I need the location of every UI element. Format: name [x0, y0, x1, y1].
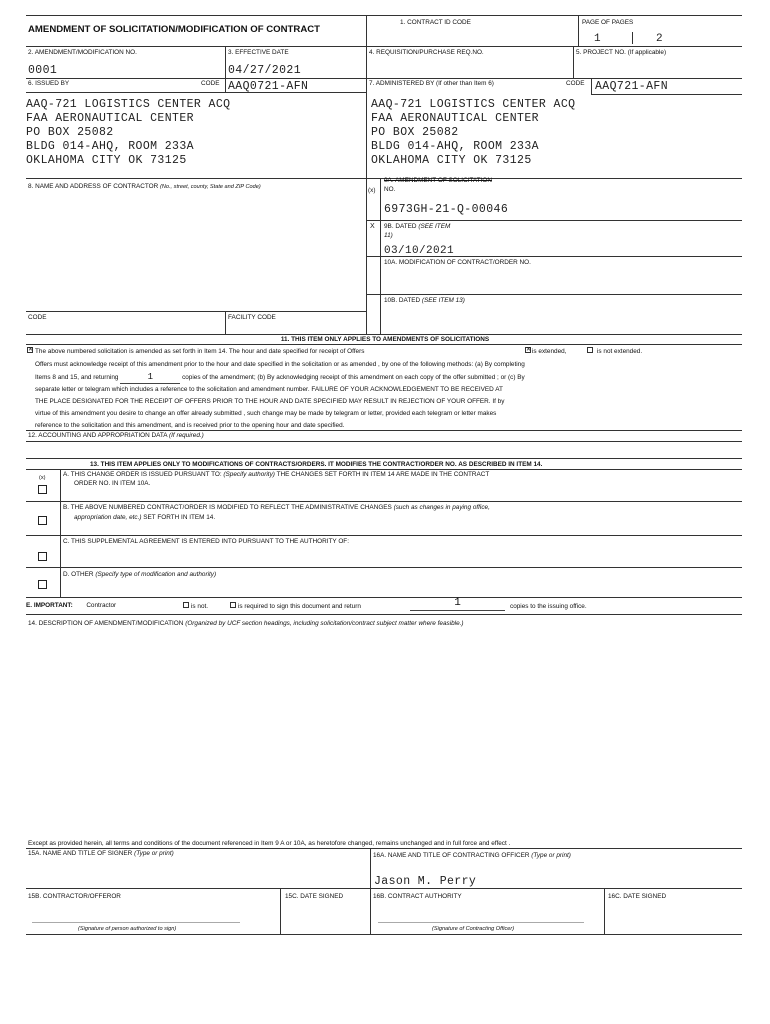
item-11-line-1: The above numbered solicitation is amended as set forth in Item 14. The hour and date specified for receipt of Offers — [35, 348, 365, 355]
item-15b-label: 15B. CONTRACTOR/OFFEROR — [28, 893, 121, 900]
page-label: PAGE OF PAGES — [582, 19, 634, 26]
form-title: AMENDMENT OF SOLICITATION/MODIFICATION OF CONTRACT — [28, 24, 321, 35]
item-10b-label: 10B. DATED (SEE ITEM 13) — [384, 297, 465, 304]
effective-date-label: 3. EFFECTIVE DATE — [228, 49, 289, 56]
requisition-no-label: 4. REQUISITION/PURCHASE REQ.NO. — [369, 49, 484, 56]
is-not-checkbox[interactable] — [183, 602, 189, 608]
item-10a-label: 10A. MODIFICATION OF CONTRACT/ORDER NO. — [384, 259, 531, 266]
item-13d-line: D. OTHER (Specify type of modification and authority) — [63, 571, 217, 578]
item-13a-line-2: ORDER NO. IN ITEM 10A. — [74, 480, 151, 487]
item-11-line-5: THE PLACE DESIGNATED FOR THE RECEIPT OF OFFERS PRIOR TO THE HOUR AND DATE SPECIFIED MAY RESULT IN REJECTION OF YOUR OFFER. If by — [35, 398, 505, 405]
not-extended-label: is not extended. — [597, 348, 643, 355]
item-12-label: 12. ACCOUNTING AND APPROPRIATION DATA (If required.) — [28, 432, 204, 439]
item-13d-checkbox[interactable] — [38, 580, 47, 589]
project-no-label: 5. PROJECT NO. (If applicable) — [576, 49, 667, 56]
extended-checkbox[interactable]: ✕ — [526, 347, 532, 353]
item-11-line-6: virtue of this amendment you desire to change an offer already submitted , such change may be made by telegram or letter, provided each telegram or letter makes — [35, 410, 497, 417]
item-16c-label: 16C. DATE SIGNED — [608, 893, 667, 900]
item-11-line-3: Items 8 and 15, and returning 1 copies of the amendment; (b) By acknowledging receipt of this amendment on each copy of the offer submitted ; or (c) By — [35, 372, 525, 382]
pages-value: 2 — [656, 33, 664, 45]
issued-by-label: 6. ISSUED BY — [28, 80, 70, 87]
item-9a-label: 9A. AMENDMENT OF SOLICITATION NO. — [384, 177, 492, 193]
item-16b-label: 16B. CONTRACT AUTHORITY — [373, 893, 462, 900]
sig-person-label: (Signature of person authorized to sign) — [78, 926, 177, 932]
item-13-x-label: (x) — [39, 475, 46, 481]
sig-officer-label: (Signature of Contracting Officer) — [432, 926, 515, 932]
important-tail: copies to the issuing office. — [510, 603, 587, 610]
item-11-line-7: reference to the solicitation and this amendment, and is received prior to the opening hour and date specified. — [35, 422, 345, 429]
facility-code-label: FACILITY CODE — [228, 314, 276, 321]
administered-by-label: 7. ADMINISTERED BY (If other than Item 6) — [369, 80, 494, 87]
item-13b-line-1: B. THE ABOVE NUMBERED CONTRACT/ORDER IS MODIFIED TO REFLECT THE ADMINISTRATIVE CHANGES (such as changes in paying office, — [63, 504, 490, 511]
item-15a-label: 15A. NAME AND TITLE OF SIGNER (Type or print) — [28, 850, 174, 857]
administered-by-address: AAQ-721 LOGISTICS CENTER ACQ FAA AERONAUTICAL CENTER PO BOX 25082 BLDG 014-AHQ, ROOM 233A OKLAHOMA CITY OK 73125 — [371, 98, 576, 167]
issued-code-label: CODE — [201, 80, 220, 87]
item-11-header: 11. THIS ITEM ONLY APPLIES TO AMENDMENTS OF SOLICITATIONS — [280, 336, 490, 343]
is-not-label: is not. — [191, 603, 209, 610]
item-14-label: 14. DESCRIPTION OF AMENDMENT/MODIFICATION (Organized by UCF section headings, including solicitation/contract subject matter where feasible.) — [28, 620, 464, 627]
amendment-no-label: 2. AMENDMENT/MODIFICATION NO. — [28, 49, 137, 56]
item-13-header: 13. THIS ITEM APPLIES ONLY TO MODIFICATIONS OF CONTRACTS/ORDERS. IT MODIFIES THE CONTRACT/ORDER NO. AS DESCRIBED IN ITEM 14. — [90, 461, 543, 468]
important-row: E. IMPORTANT: Contractor — [26, 602, 117, 609]
not-extended-checkbox[interactable] — [587, 347, 593, 353]
is-required-checkbox[interactable] — [230, 602, 236, 608]
issued-by-address: AAQ-721 LOGISTICS CENTER ACQ FAA AERONAUTICAL CENTER PO BOX 25082 BLDG 014-AHQ, ROOM 233A OKLAHOMA CITY OK 73125 — [26, 98, 231, 167]
item-11-copies-value: 1 — [120, 373, 180, 384]
item-11-line-2: Offers must acknowledge receipt of this amendment prior to the hour and date specified in the solicitation or as amended , by one of the following methods: (a) By completing — [35, 361, 525, 368]
amendment-no-value: 0001 — [28, 64, 58, 77]
x-col-label: (x) — [368, 187, 376, 194]
item-13b-checkbox[interactable] — [38, 516, 47, 525]
item-16a-value: Jason M. Perry — [374, 875, 477, 888]
page-value: 1 — [594, 33, 602, 45]
item-16a-label: 16A. NAME AND TITLE OF CONTRACTING OFFICER (Type or print) — [373, 852, 571, 859]
code-bottom-label: CODE — [28, 314, 47, 321]
item-15c-label: 15C. DATE SIGNED — [285, 893, 344, 900]
item-11-checkbox[interactable]: ✕ — [28, 347, 34, 353]
admin-code-label: CODE — [566, 80, 585, 87]
contract-id-label: 1. CONTRACT ID CODE — [400, 19, 471, 26]
item-9b-label: 9B. DATED (SEE ITEM 11) — [384, 223, 451, 239]
extended-label: is extended, — [532, 348, 567, 355]
is-required-label: is required to sign this document and return — [238, 603, 361, 610]
item-9b-mark: X — [370, 223, 375, 230]
contractor-label: 8. NAME AND ADDRESS OF CONTRACTOR (No., street, county, State and ZIP Code) — [28, 183, 261, 190]
admin-code-value: AAQ721-AFN — [595, 80, 669, 93]
contractor-signature-line[interactable] — [32, 922, 240, 923]
item-11-line-4: separate letter or telegram which includes a reference to the solicitation and amendment number. FAILURE OF YOUR ACKNOWLEDGEMENT TO BE RECEIVED AT — [35, 386, 503, 393]
issued-code-value: AAQ0721-AFN — [228, 80, 309, 93]
officer-signature-line[interactable] — [378, 922, 584, 923]
item-13c-checkbox[interactable] — [38, 552, 47, 561]
important-copies-value: 1 — [410, 597, 505, 611]
item-9b-value: 03/10/2021 — [384, 245, 455, 257]
item-9a-value: 6973GH-21-Q-00046 — [384, 203, 509, 216]
effective-date-value: 04/27/2021 — [228, 64, 302, 77]
item-13a-checkbox[interactable] — [38, 485, 47, 494]
item-13a-line-1: A. THIS CHANGE ORDER IS ISSUED PURSUANT TO: (Specify authority) THE CHANGES SET FORTH IN ITEM 14 ARE MADE IN THE CONTRACT — [63, 471, 490, 478]
except-text: Except as provided herein, all terms and conditions of the document referenced in Item 9 A or 10A, as heretofore changed, remains unchanged and in full force and effect . — [28, 840, 511, 847]
item-13b-line-2: appropriation date, etc.) SET FORTH IN ITEM 14. — [74, 514, 216, 521]
item-13c-line: C. THIS SUPPLEMENTAL AGREEMENT IS ENTERED INTO PURSUANT TO THE AUTHORITY OF: — [63, 538, 349, 545]
